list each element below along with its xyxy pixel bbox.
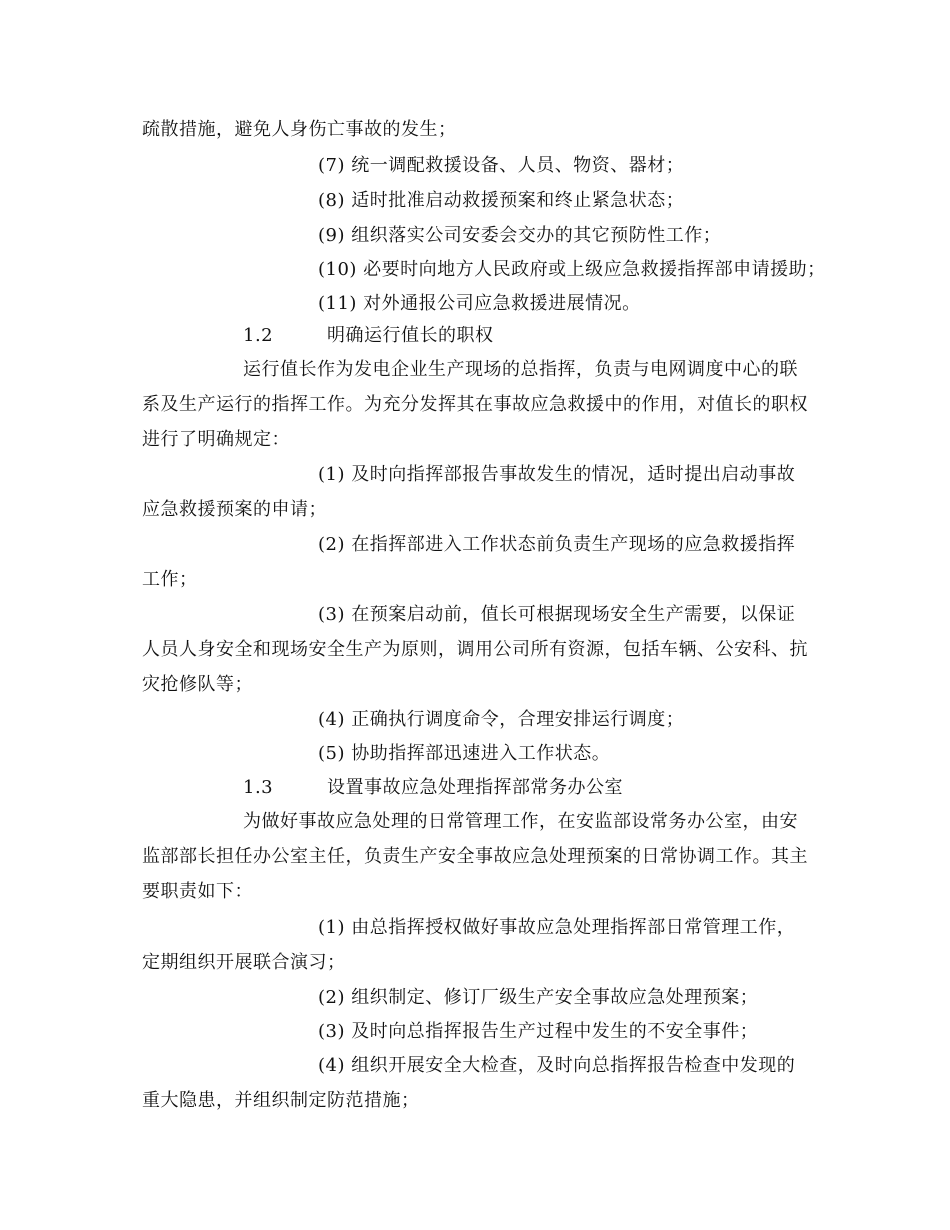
section-title: 明确运行值长的职权	[327, 325, 494, 346]
list-item: (5) 协助指挥部迅速进入工作状态。	[318, 743, 611, 764]
body-text-line: 要职责如下：	[142, 881, 253, 902]
section-heading	[243, 324, 494, 348]
list-item: (1) 由总指挥授权做好事故应急处理指挥部日常管理工作，	[318, 917, 796, 938]
list-item: (9) 组织落实公司安委会交办的其它预防性工作；	[318, 225, 722, 246]
list-item: (1) 及时向指挥部报告事故发生的情况，适时提出启动事故	[318, 464, 796, 485]
body-text-line: 为做好事故应急处理的日常管理工作，在安监部设常务办公室，由安	[243, 811, 798, 832]
body-text-line: 人员人身安全和现场安全生产为原则，调用公司所有资源，包括车辆、公安科、抗	[142, 639, 808, 660]
list-item: (11) 对外通报公司应急救援进展情况。	[318, 293, 641, 314]
section-number: 1.2	[243, 325, 274, 346]
body-text-line: 进行了明确规定：	[142, 429, 290, 450]
list-item: (8) 适时批准启动救援预案和终止紧急状态；	[318, 190, 685, 211]
body-text-line: 重大隐患，并组织制定防范措施；	[142, 1090, 420, 1111]
list-item: (10) 必要时向地方人民政府或上级应急救援指挥部申请援助；	[318, 259, 826, 280]
body-text-line: 疏散措施，避免人身伤亡事故的发生；	[142, 119, 457, 140]
section-number: 1.3	[243, 777, 274, 798]
section-title: 设置事故应急处理指挥部常务办公室	[327, 777, 623, 798]
body-text-line: 应急救援预案的申请；	[142, 499, 327, 520]
section-heading	[243, 776, 623, 800]
body-text-line: 灾抢修队等；	[142, 674, 253, 695]
list-item: (7) 统一调配救援设备、人员、物资、器材；	[318, 155, 685, 176]
list-item: (2) 组织制定、修订厂级生产安全事故应急处理预案；	[318, 987, 759, 1008]
body-text-line: 运行值长作为发电企业生产现场的总指挥，负责与电网调度中心的联	[243, 359, 798, 380]
list-item: (3) 在预案启动前，值长可根据现场安全生产需要，以保证	[318, 604, 796, 625]
list-item: (3) 及时向总指挥报告生产过程中发生的不安全事件；	[318, 1021, 759, 1042]
list-item: (4) 正确执行调度命令，合理安排运行调度；	[318, 709, 685, 730]
body-text-line: 定期组织开展联合演习；	[142, 952, 346, 973]
body-text-line: 监部部长担任办公室主任，负责生产安全事故应急处理预案的日常协调工作。其主	[142, 846, 808, 867]
body-text-line: 系及生产运行的指挥工作。为充分发挥其在事故应急救援中的作用，对值长的职权	[142, 394, 808, 415]
body-text-line: 工作；	[142, 569, 198, 590]
list-item: (2) 在指挥部进入工作状态前负责生产现场的应急救援指挥	[318, 534, 796, 555]
list-item: (4) 组织开展安全大检查，及时向总指挥报告检查中发现的	[318, 1055, 796, 1076]
